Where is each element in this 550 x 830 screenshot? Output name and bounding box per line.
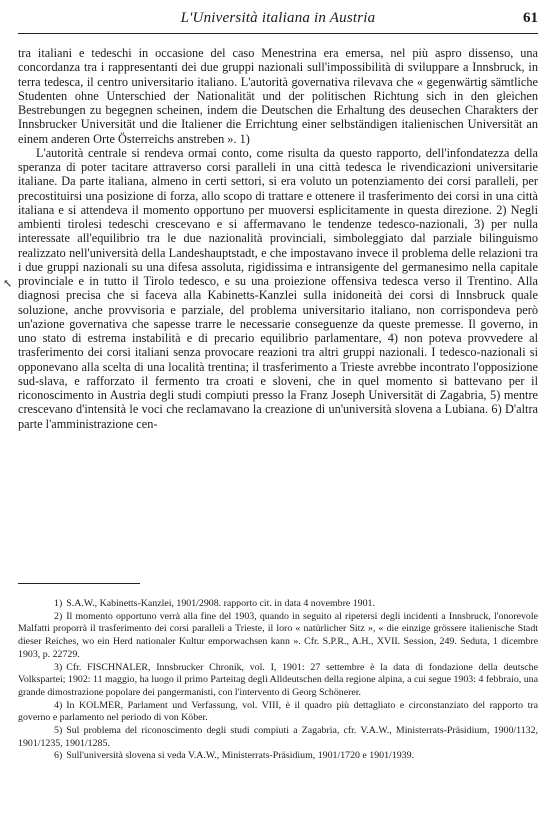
- footnote-text: Sul problema del riconoscimento degli studi compiuti a Zagabria, cfr. V.A.W., Ministerrats-Präsidium, 1900/1132, 1901/1235, 1901/1285.: [18, 725, 538, 749]
- footnote: [18, 598, 538, 611]
- footnote-separator: [18, 583, 140, 584]
- footnote: [18, 700, 538, 725]
- footnote-text: S.A.W., Kabinetts-Kanzlei, 1901/2908. rapporto cit. in data 4 novembre 1901.: [66, 598, 375, 609]
- footnote-number: 2): [54, 610, 63, 622]
- margin-pencil-mark: ↖: [3, 278, 13, 290]
- paragraph-2: L'autorità centrale si rendeva ormai conto, come risulta da questo rapporto, dell'infondatezza della speranza di poter tacitare attraverso corsi paralleli in una città tedesca le rivendicazioni universitarie italiane. Da parte italiana, almeno in certi settori, si era voluto un potenziamento dei corsi paralleli, per precostituirsi una posizione di forza, allo scopo di trattare e ottenere il trasferimento dei corsi in una città italiana e si attendeva il momento opportuno per muoversi esplicitamente in questa direzione. 2) Negli ambienti tirolesi tedeschi crescevano e si affermavano le tendenze tedesco-nazionali, 3) per nulla interessate all'equilibrio tra le due nazionalità provinciali, simboleggiato dal parziale bilinguismo realizzato nell'università della Landeshauptstadt, e che impostavano invece il problema delle relazioni tra i due gruppi nazionali su una difesa assoluta, rigidissima e intransigente del germanesimo nella capitale provinciale e in tutto il Tirolo tedesco, e su una proiezione offensiva tedesca verso il Trentino. Alla diagnosi precisa che si faceva alla Kabinetts-Kanzlei sulla inidoneità dei corsi di Innsbruck quale soluzione, anche provvisoria e parziale, del problema universitario italiano, non corrispondeva però un'azione governativa che sapesse trarre le necessarie conseguenze da queste premesse. Il governo, in uno stato di estrema instabilità e di precario equilibrio parlamentare, 4) non poteva provvedere al trasferimento dei corsi italiani senza provocare reazioni tra altri gruppi nazionali. I tedesco-nazionali si opponevano alla scelta di una località trentina; il trasferimento a Trieste avrebbe incontrato l'opposizione sud-slava, e rafforzato il fermento tra croati e sloveni, che in quel momento si battevano per il riconoscimento in Austria degli studi compiuti presso la Franz Joseph Universität di Zagabria, 5) mentre crescevano d'intensità le voci che reclamavano la creazione di un'università slovena a Lubiana. 6) D'altra parte l'amministrazione cen-: [18, 145, 538, 431]
- footnote-number: 4): [54, 699, 63, 711]
- footnotes: [18, 598, 538, 763]
- footnote-text: Cfr. FISCHNALER, Innsbrucker Chronik, vol. I, 1901: 27 settembre è la data di fondazione della deutsche Volkspartei; 1902: 11 maggio, ha luogo il primo Parteitag degli Alldeutschen della regione alpina, a cui segue 1903: 4 febbraio, una grande dimostrazione popolare dei pangermanisti, con l'intervento di Georg Schönerer.: [18, 661, 538, 698]
- footnote-text: Sull'università slovena si veda V.A.W., Ministerrats-Präsidium, 1901/1720 e 1901/1939.: [66, 750, 414, 762]
- page-number: 61: [523, 10, 538, 26]
- footnote-number: 3): [54, 661, 63, 673]
- footnote-number: 5): [54, 725, 63, 737]
- footnote: [18, 662, 538, 700]
- footnote-number: 1): [54, 598, 63, 609]
- footnote-text: Il momento opportuno verrà alla fine del 1903, quando in seguito al ripetersi degli incidenti a Innsbruck, l'onorevole Malfatti proporrà il trasferimento dei corsi paralleli a Trieste, il loro « natürlicher Sitz », « die einzige grössere italienische Stadt dieser Reiches, wo ein Herd nationaler Kultur emporwachsen kann ». Cfr. S.P.R., A.H., XVII. Session, 249. Seduta, 1 dicembre 1903, p. 22729.: [18, 610, 538, 660]
- footnote-number: 6): [54, 750, 63, 762]
- running-title: L'Università italiana in Austria: [180, 10, 376, 26]
- footnote: [18, 725, 538, 750]
- footnote-text: In KOLMER, Parlament und Verfassung, vol. VIII, è il quadro più dettagliato e circonstanziato del rapporto tra governo e parlamento nel periodo di von Köber.: [18, 699, 538, 724]
- paragraph-1: tra italiani e tedeschi in occasione del caso Menestrina era emersa, nel più aspro dissenso, una concordanza tra i rappresentanti dei due gruppi nazionali sull'impossibilità di sviluppare a Innsbruck, in terra tedesca, il centro universitario italiano. L'autorità governativa rilevava che « gegenwärtig sämtliche Studenten ohne Unterschied der Nationalität und der politischen Richtung sich in den gleichen Bestrebungen zu begegnen scheinen, indem die Deutschen die Erhaltung des deusechen Charakters der Innsbrucker Universität und die Italiener die Errichtung einer selbständigen italienischen Universität an einem anderen Orte Österreichs anstreben ». 1): [18, 46, 538, 146]
- page-header: [18, 7, 538, 34]
- footnote: [18, 611, 538, 662]
- footnote: [18, 750, 538, 763]
- body-text: [18, 46, 538, 431]
